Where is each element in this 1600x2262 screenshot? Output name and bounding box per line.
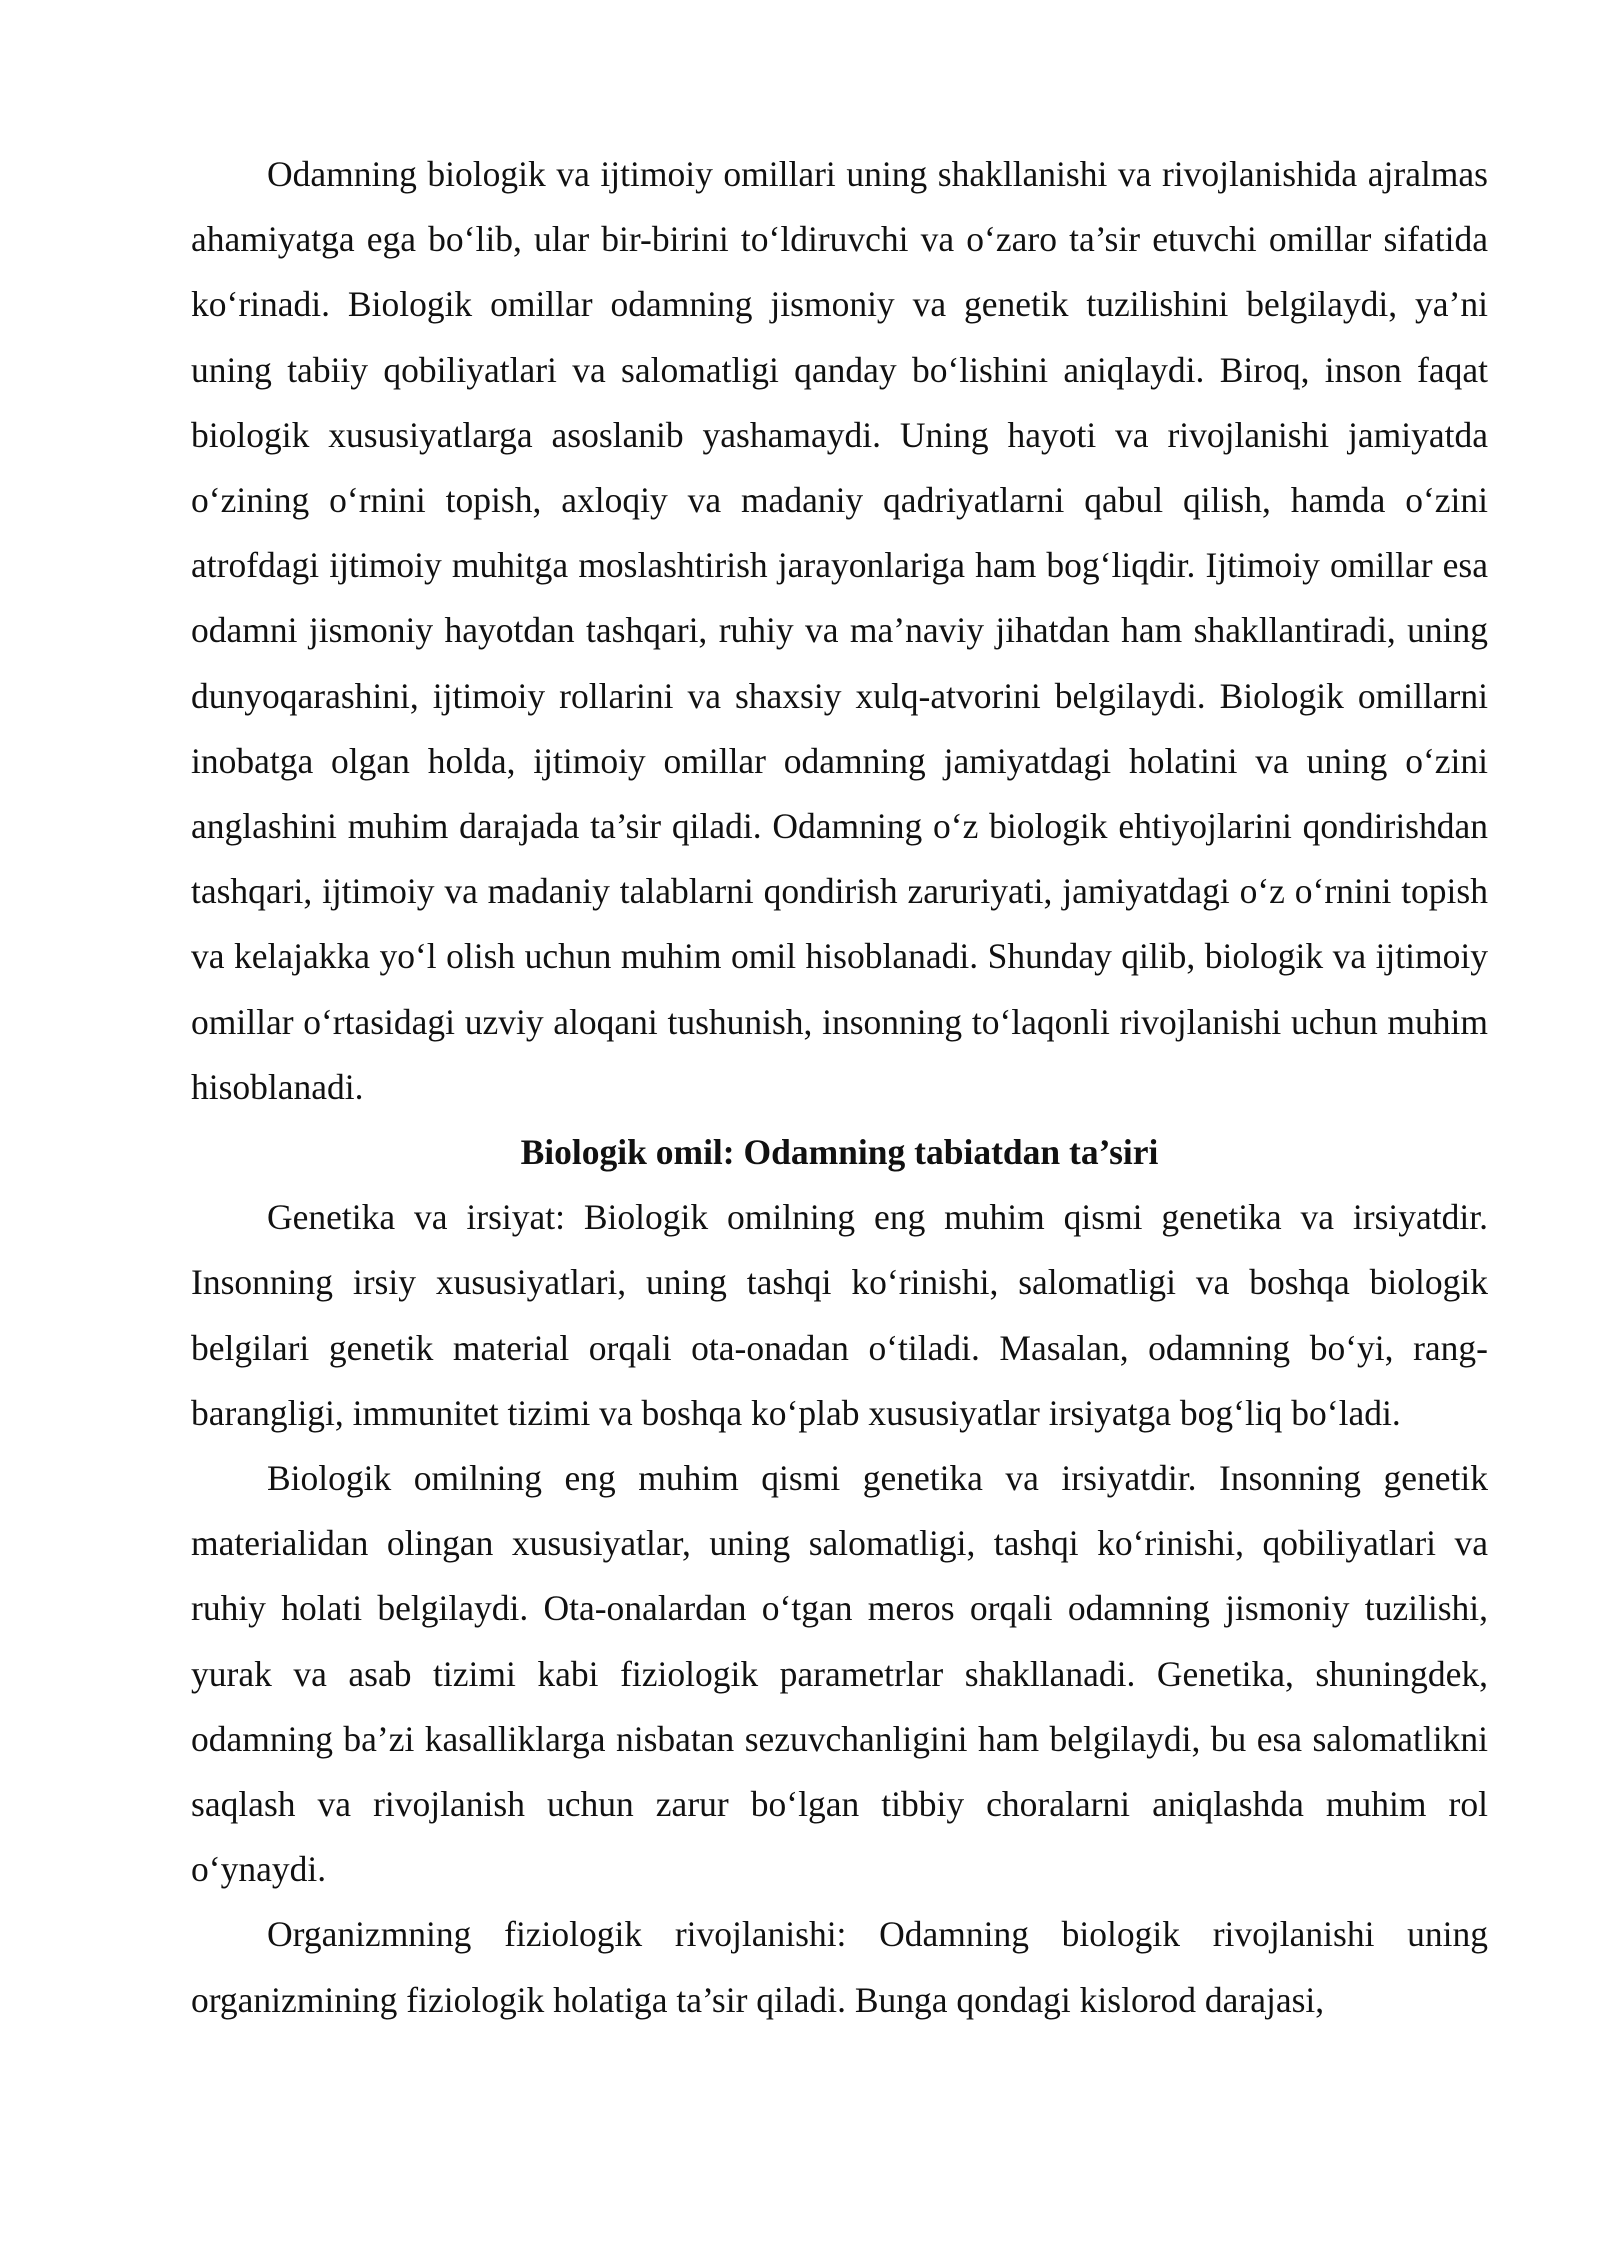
section-heading: Biologik omil: Odamning tabiatdan ta’siri [520,1132,1159,1173]
paragraph-genetics: Genetika va irsiyat: Biologik omilning eng muhim qismi genetika va irsiyatdir. Insonning irsiy xususiyatlari, uning tashqi ko‘rinishi, salomatligi va boshqa biologik belgilari genetik material orqali ota-onadan o‘tiladi. Masalan, odamning bo‘yi, rang-barangligi, immunitet tizimi va boshqa ko‘plab xususiyatlar irsiyatga bog‘liq bo‘ladi. [191,1197,1488,1433]
paragraph-intro: Odamning biologik va ijtimoiy omillari uning shakllanishi va rivojlanishida ajralmas ahamiyatga ega bo‘lib, ular bir-birini to‘ldiruvchi va o‘zaro ta’sir etuvchi omillar sifatida ko‘rinadi. Biologik omillar odamning jismoniy va genetik tuzilishini belgilaydi, ya’ni uning tabiiy qobiliyatlari va salomatligi qanday bo‘lishini aniqlaydi. Biroq, inson faqat biologik xususiyatlarga asoslanib yashamaydi. Uning hayoti va rivojlanishi jamiyatda o‘zining o‘rnini topish, axloqiy va madaniy qadriyatlarni qabul qilish, hamda o‘zini atrofdagi ijtimoiy muhitga moslashtirish jarayonlariga ham bog‘liqdir. Ijtimoiy omillar esa odamni jismoniy hayotdan tashqari, ruhiy va ma’naviy jihatdan ham shakllantiradi, uning dunyoqarashini, ijtimoiy rollarini va shaxsiy xulq-atvorini belgilaydi. Biologik omillarni inobatga olgan holda, ijtimoiy omillar odamning jamiyatdagi holatini va uning o‘zini anglashini muhim darajada ta’sir qiladi. Odamning o‘z biologik ehtiyojlarini qondirishdan tashqari, ijtimoiy va madaniy talablarni qondirish zaruriyati, jamiyatdagi o‘z o‘rnini topish va kelajakka yo‘l olish uchun muhim omil hisoblanadi. Shunday qilib, biologik va ijtimoiy omillar o‘rtasidagi uzviy aloqani tushunish, insonning to‘laqonli rivojlanishi uchun muhim hisoblanadi. [191,154,1488,1107]
paragraph-physiology: Organizmning fiziologik rivojlanishi: Odamning biologik rivojlanishi uning organizmining fiziologik holatiga ta’sir qiladi. Bunga qondagi kislorod darajasi, [191,1914,1488,2020]
paragraph-heredity: Biologik omilning eng muhim qismi genetika va irsiyatdir. Insonning genetik materialidan olingan xususiyatlar, uning salomatligi, tashqi ko‘rinishi, qobiliyatlari va ruhiy holati belgilaydi. Ota-onalardan o‘tgan meros orqali odamning jismoniy tuzilishi, yurak va asab tizimi kabi fiziologik parametrlar shakllanadi. Genetika, shuningdek, odamning ba’zi kasalliklarga nisbatan sezuvchanligini ham belgilaydi, bu esa salomatlikni saqlash va rivojlanish uchun zarur bo‘lgan tibbiy choralarni aniqlashda muhim rol o‘ynaydi. [191,1458,1488,1890]
document-page [191,142,1488,2033]
